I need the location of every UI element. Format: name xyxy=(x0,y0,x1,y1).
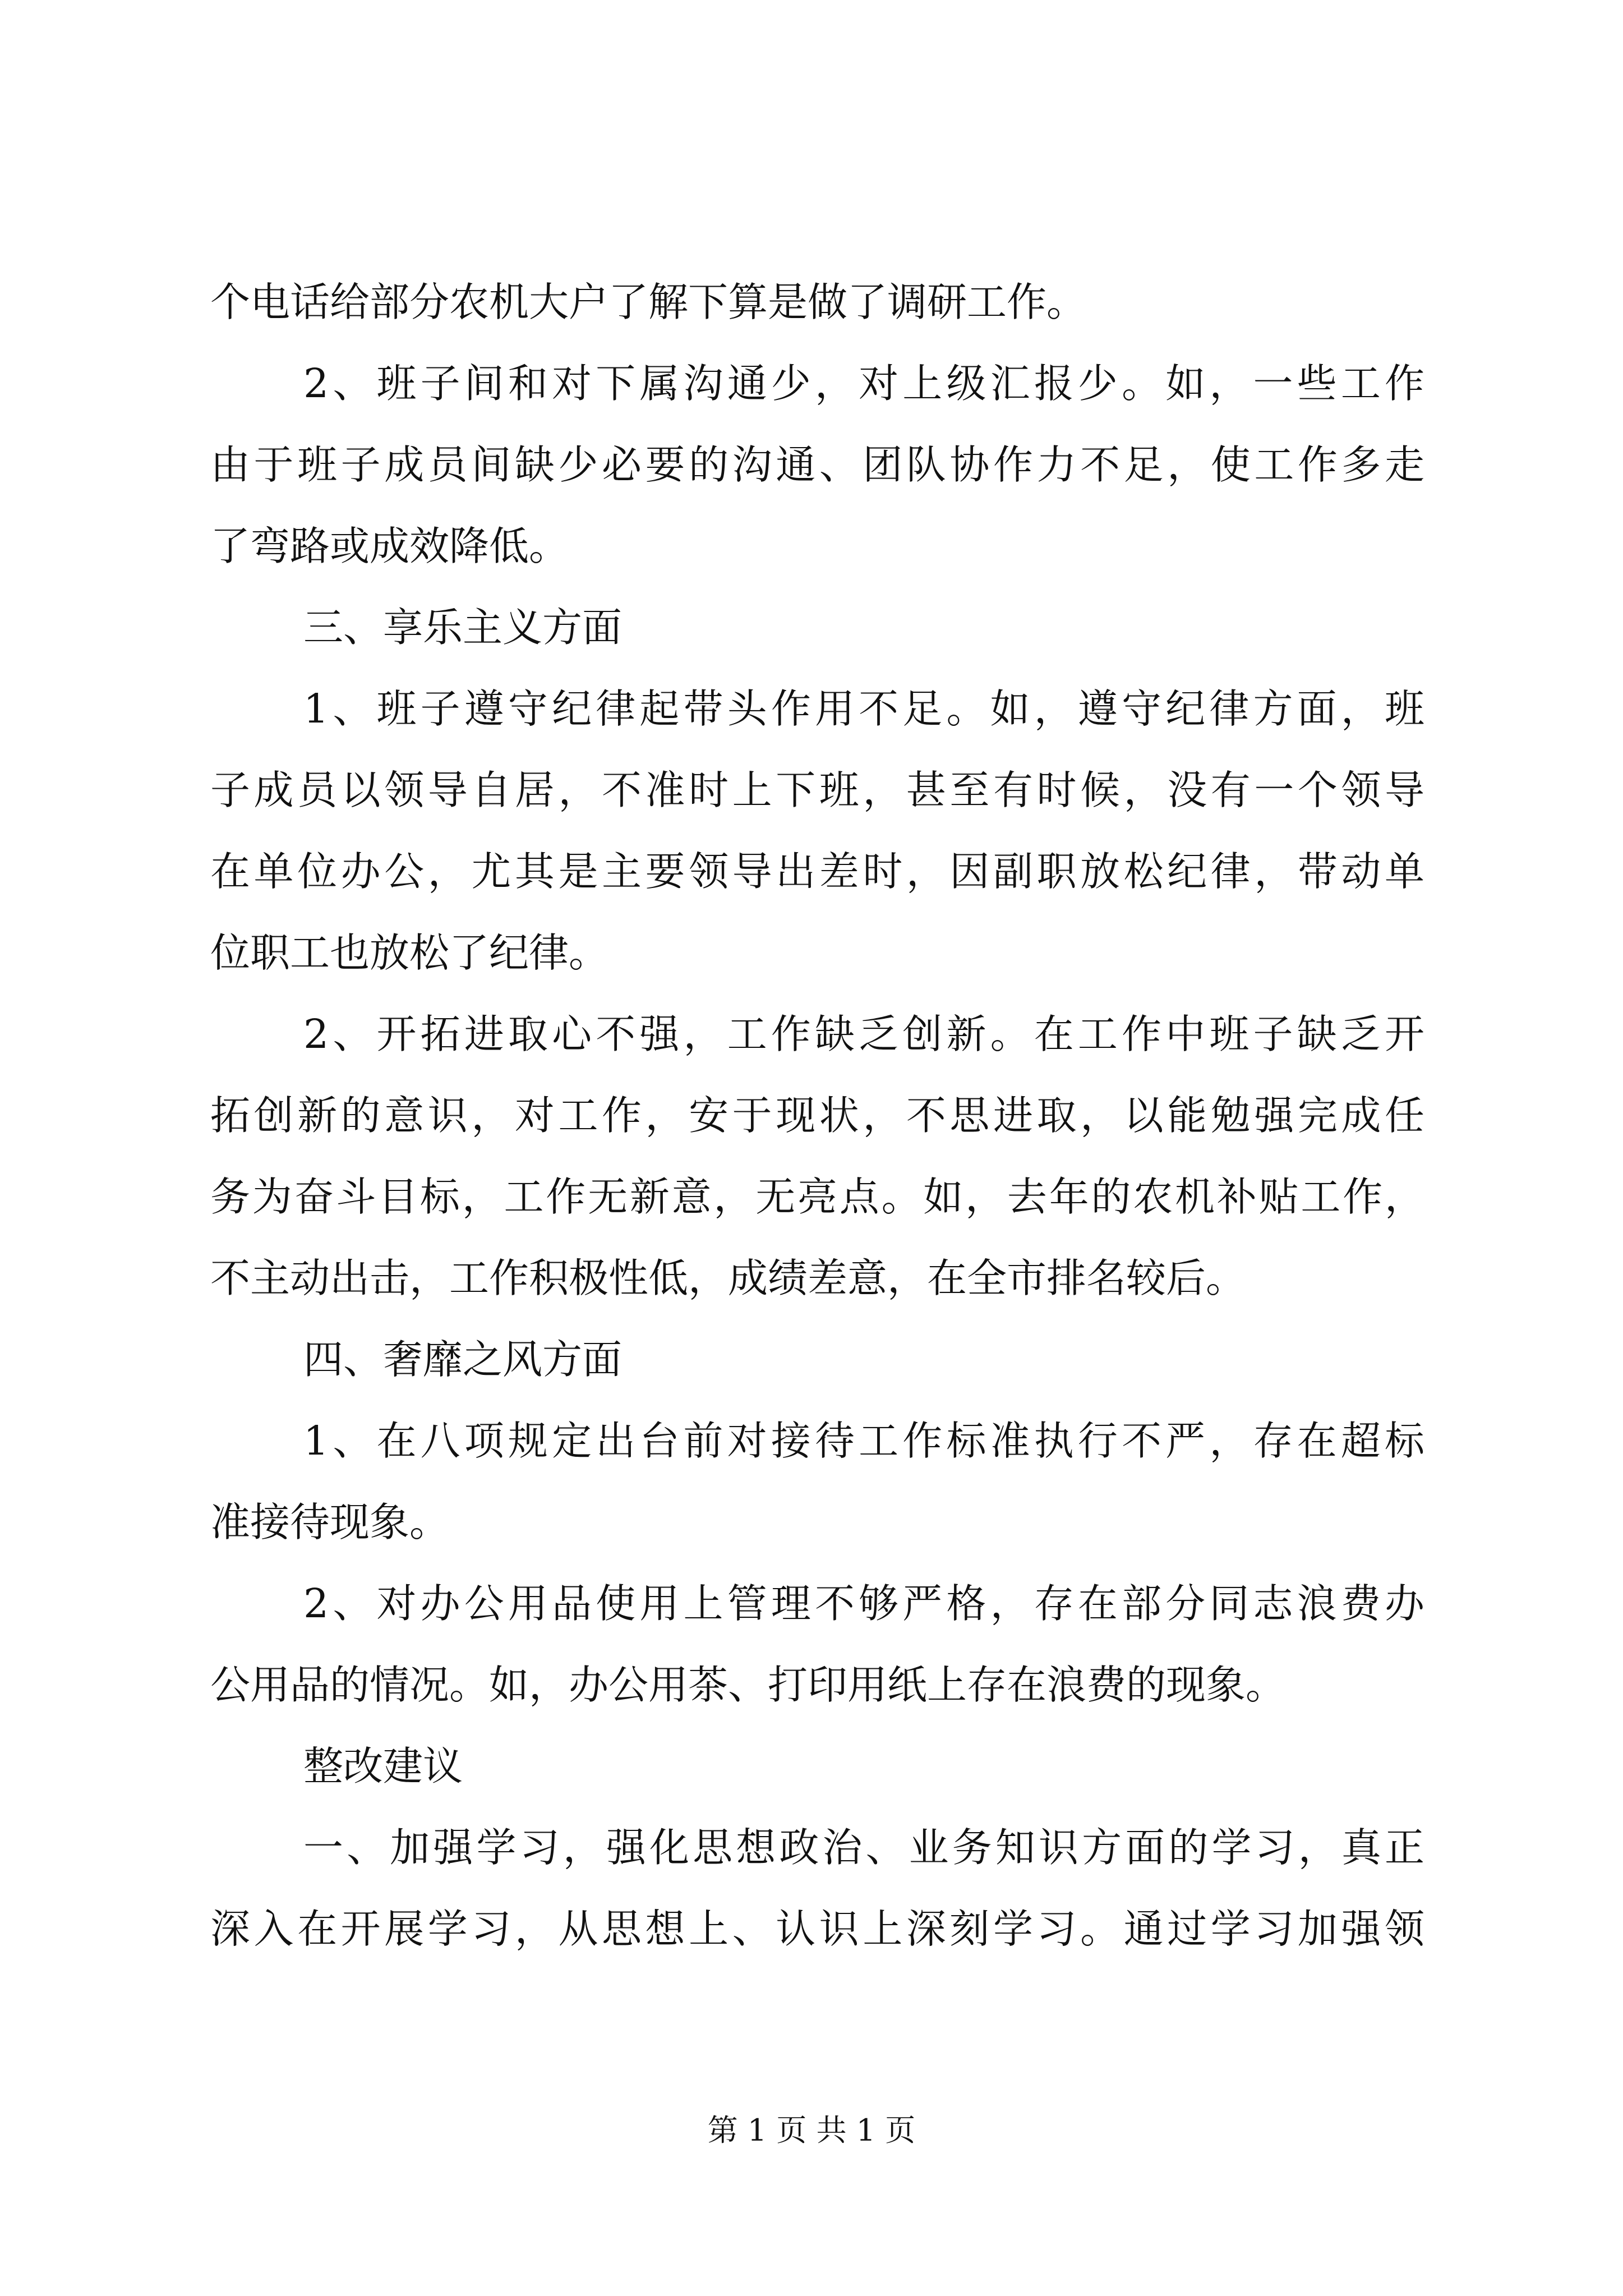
paragraph-line: 三、享乐主义方面 xyxy=(303,604,623,651)
paragraph-line: 了弯路或成效降低。 xyxy=(210,523,569,569)
paragraph-line: 在单位办公，尤其是主要领导出差时，因副职放松纪律，带动单 xyxy=(210,848,1424,895)
paragraph-line: 2、对办公用品使用上管理不够严格，存在部分同志浪费办 xyxy=(303,1580,1424,1627)
paragraph-line: 四、奢靡之风方面 xyxy=(303,1336,623,1383)
paragraph-line: 一、加强学习，强化思想政治、业务知识方面的学习，真正 xyxy=(303,1824,1424,1871)
paragraph-line: 务为奋斗目标，工作无新意，无亮点。如，去年的农机补贴工作， xyxy=(210,1174,1424,1220)
paragraph-line: 整改建议 xyxy=(303,1743,463,1789)
paragraph-line: 1、班子遵守纪律起带头作用不足。如，遵守纪律方面，班 xyxy=(303,685,1424,732)
paragraph-line: 位职工也放松了纪律。 xyxy=(210,930,609,976)
paragraph-line: 2、班子间和对下属沟通少，对上级汇报少。如，一些工作 xyxy=(303,360,1424,407)
paragraph-line: 公用品的情况。如，办公用茶、打印用纸上存在浪费的现象。 xyxy=(210,1662,1286,1708)
paragraph-line: 深入在开展学习，从思想上、认识上深刻学习。通过学习加强领 xyxy=(210,1906,1424,1952)
paragraph-line: 2、开拓进取心不强，工作缺乏创新。在工作中班子缺乏开 xyxy=(303,1011,1424,1057)
paragraph-line: 由于班子成员间缺少必要的沟通、团队协作力不足，使工作多走 xyxy=(210,441,1424,488)
paragraph-line: 个电话给部分农机大户了解下算是做了调研工作。 xyxy=(210,279,1087,325)
paragraph-line: 不主动出击，工作积极性低，成绩差意，在全市排名较后。 xyxy=(210,1255,1246,1301)
paragraph-line: 准接待现象。 xyxy=(210,1499,450,1545)
paragraph-line: 拓创新的意识，对工作，安于现状，不思进取，以能勉强完成任 xyxy=(210,1092,1424,1139)
document-body xyxy=(210,261,1424,1970)
paragraph-line: 子成员以领导自居，不准时上下班，甚至有时候，没有一个领导 xyxy=(210,767,1424,813)
page-footer: 第 1 页 共 1 页 xyxy=(707,2113,916,2148)
paragraph-line: 1、在八项规定出台前对接待工作标准执行不严，存在超标 xyxy=(303,1418,1424,1464)
